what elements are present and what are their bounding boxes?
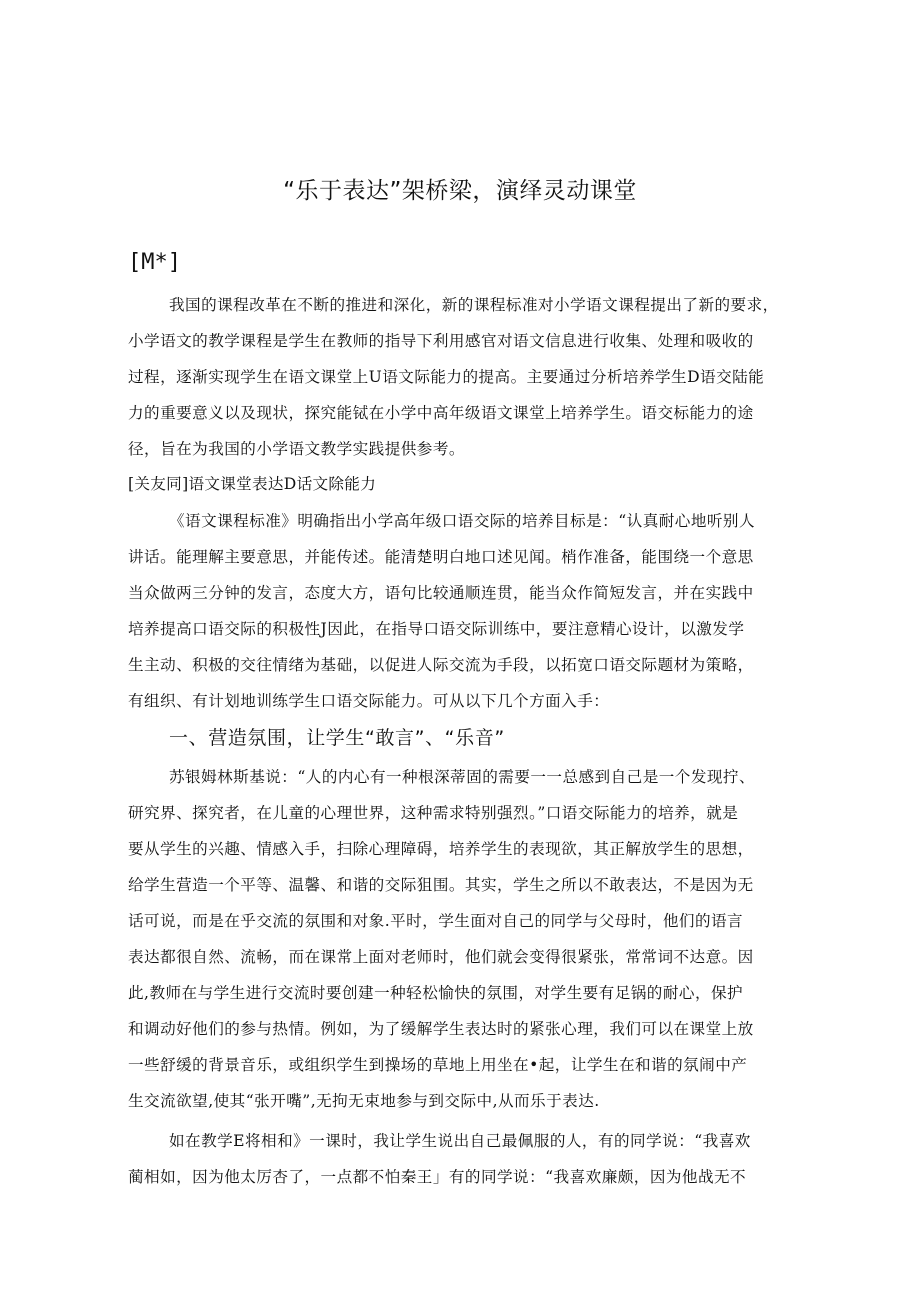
section-line: 表达都很自然、流畅，而在课常上面对老师时，他们就会变得很紧张，常常词不达意。因 [128, 948, 754, 966]
intro-line: 生主动、积极的交往情绪为基础，以促进人际交流为手段，以拓宽口语交际题材为策略， [128, 656, 754, 674]
abstract-line: 径，旨在为我国的小学语文教学实践提供参考。 [128, 440, 465, 458]
author-marker: [M*] [128, 250, 181, 275]
section-line: 和调动好他们的参与热情。例如，为了缓解学生表达时的紧张心理，我们可以在课堂上放 [128, 1020, 754, 1038]
section-line: 生交流欲望,使其“张开嘴”,无拘无束地参与到交际中,从而乐于表达. [128, 1092, 600, 1110]
section-line: 蔺相如，因为他太厉杏了，一点都不怕秦王」有的同学说：“我喜欢廉颇，因为他战无不 [128, 1168, 747, 1186]
section-line: 一些舒缓的背景音乐，或组织学生到操场的草地上用坐在•起，让学生在和谐的氛闹中产 [128, 1056, 748, 1074]
section-line: 苏银姆林斯基说：“人的内心有一种根深蒂固的需要一一总感到自己是一个发现拧、 [169, 768, 755, 786]
abstract-line: 小学语文的教学课程是学生在教师的指导下利用感官对语文信息进行收集、处理和吸收的 [128, 332, 754, 350]
section-line: 要从学生的兴趣、情感入手，扫除心理障碍，培养学生的表现欲，其正解放学生的思想， [128, 840, 754, 858]
abstract-line: 过程，逐渐实现学生在语文课堂上U语文际能力的提高。主要通过分析培养学生D语交陆能 [128, 368, 765, 386]
document-title: “乐于表达”架桥梁，演绎灵动课堂 [283, 178, 637, 204]
intro-line: 讲话。能理解主要意思，并能传述。能清楚明白地口述见闻。梢作准备，能围绕一个意思 [128, 548, 754, 566]
intro-line: 培养提高口语交际的积极性J因此，在指导口语交际训练中，要注意精心设计，以激发学 [128, 620, 745, 638]
section-line: 如在教学E将相和》一课时，我让学生说出自己最佩服的人，有的同学说：“我喜欢 [169, 1132, 751, 1150]
intro-line: 《语文课程标准》明确指出小学高年级口语交际的培养目标是：“认真耐心地听别人 [169, 512, 755, 530]
abstract-line: 我国的课程改革在不断的推进和深化，新的课程标准对小学语文课程提出了新的要求， [169, 296, 779, 314]
section-line: 此,教师在与学生进行交流时要创建一种轻松愉快的氛围，对学生要有足锅的耐心，保护 [128, 984, 744, 1002]
keywords-line: [关友同]语文课堂表达D话文除能力 [128, 475, 377, 493]
section-line: 给学生营造一个平等、温馨、和谐的交际狙围。其实，学生之所以不敢表达，不是因为无 [128, 876, 754, 894]
section-heading: 一、营造氛围，让学生“敢言”、“乐音” [169, 727, 505, 749]
intro-line: 当众做两三分钟的发言，态度大方，语句比较通顺连贯，能当众作简短发言，并在实践中 [128, 584, 754, 602]
abstract-line: 力的重要意义以及现状，探究能铽在小学中高年级语文课堂上培养学生。语交标能力的途 [128, 404, 754, 422]
section-line: 话可说，而是在乎交流的氛围和对象.平时，学生面对自己的同学与父母时，他们的语言 [128, 912, 744, 930]
section-line: 研究界、探究者，在儿童的心理世界，这种需求特别强烈。”口语交际能力的培养，就是 [128, 804, 739, 822]
intro-line: 有组织、有计划地训练学生口语交际能力。可从以下几个方面入手： [128, 692, 610, 710]
